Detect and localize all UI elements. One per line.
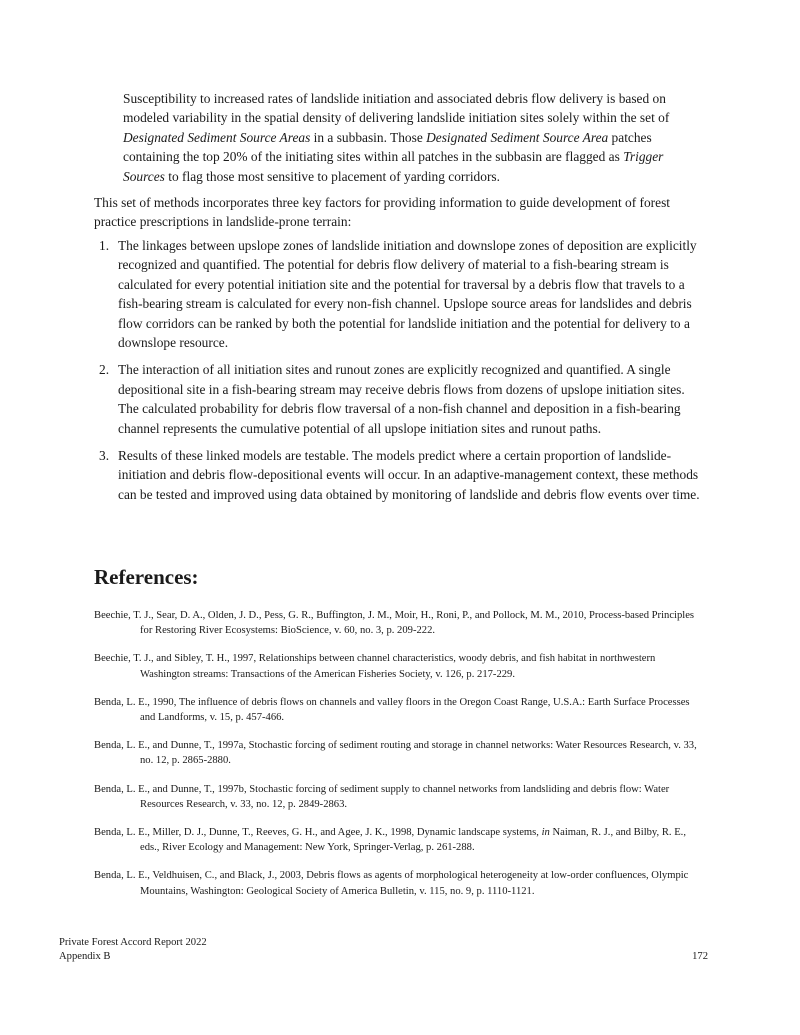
reference-entry: Benda, L. E., and Dunne, T., 1997b, Stochastic forcing of sediment supply to channel networks from landsliding and debris flow: Water Resources Research, v. 33, no. 12, p. 2849-2863. bbox=[94, 783, 670, 810]
paragraph-text: patches containing the top 20% of the initiating sites within all patches in the subbasin are flagged as bbox=[123, 129, 652, 165]
susceptibility-paragraph bbox=[123, 89, 688, 186]
italic-term: Designated Sediment Source Area bbox=[426, 129, 609, 145]
page-number: 172 bbox=[692, 950, 708, 962]
italic-term: Designated Sediment Source Areas bbox=[123, 129, 311, 145]
intro-paragraph: This set of methods incorporates three key factors for providing information to guide development of forest practice prescriptions in landslide-prone terrain: bbox=[94, 195, 671, 230]
list-item-text: The linkages between upslope zones of landslide initiation and downslope zones of deposition are explicitly recognized and quantified. The potential for debris flow delivery of material to a fish-bearing stream is calculated for every potential initiation site and the potential for traversal by a debris flow that travels to a fish-bearing stream is calculated for every non-fish channel. Upslope source areas for landslides and debris flow corridors can be ranked by both the potential for landslide initiation and the potential for delivery to a downslope resource. bbox=[118, 238, 697, 351]
references-heading: References: bbox=[94, 565, 199, 589]
key-factors-list bbox=[94, 236, 706, 512]
reference-entry: Benda, L. E., 1990, The influence of debris flows on channels and valley floors in the Oregon Coast Range, U.S.A.: Earth Surface Processes and Landforms, v. 15, p. 457-466. bbox=[94, 696, 690, 724]
list-item bbox=[94, 446, 706, 504]
footer-report-title: Private Forest Accord Report 2022 bbox=[59, 937, 207, 948]
reference-entry: Benda, L. E., Veldhuisen, C., and Black, J., 2003, Debris flows as agents of morphological heterogeneity at low-order confluences, Olympic Mountains, Washington: Geological Society of America Bulletin, v. 115, no. 9, p. 1110-1121. bbox=[94, 870, 689, 897]
footer-appendix: Appendix B bbox=[59, 950, 111, 962]
reference-list bbox=[94, 608, 704, 912]
page-footer bbox=[59, 936, 708, 963]
reference-text: Naiman, R. J., and Bilby, R. E., eds., River Ecology and Management: New York, Springer-Verlag, p. 261-288. bbox=[140, 827, 686, 854]
reference-entry bbox=[94, 825, 704, 855]
paragraph-text: in a subbasin. Those bbox=[310, 129, 427, 145]
reference-entry: Beechie, T. J., Sear, D. A., Olden, J. D., Pess, G. R., Buffington, J. M., Moir, H., Roni, P., and Pollock, M. M., 2010, Process-based Principles for Restoring River Ecosystems: BioScience, v. 60, no. 3, p. 209-222. bbox=[94, 610, 695, 637]
paragraph-text: Susceptibility to increased rates of landslide initiation and associated debris flow delivery is based on modeled variability in the spatial density of delivering landslide initiation sites solely within the set of bbox=[123, 91, 670, 126]
italic-term: Trigger Sources bbox=[123, 149, 664, 184]
paragraph-text: to flag those most sensitive to placement of yarding corridors. bbox=[164, 168, 500, 184]
list-number: 2. bbox=[99, 362, 110, 378]
list-item bbox=[94, 236, 706, 352]
list-number: 3. bbox=[99, 448, 110, 464]
list-item-text: Results of these linked models are testable. The models predict where a certain proportion of landslide-initiation and debris flow-depositional events will occur. In an adaptive-management context, these methods can be tested and improved using data obtained by monitoring of landslide and debris flow events over time. bbox=[118, 448, 700, 502]
reference-text: Benda, L. E., Miller, D. J., Dunne, T., Reeves, G. H., and Agee, J. K., 1998, Dynamic landscape systems, bbox=[94, 827, 542, 839]
reference-entry: Benda, L. E., and Dunne, T., 1997a, Stochastic forcing of sediment routing and storage in channel networks: Water Resources Research, v. 33, no. 12, p. 2865-2880. bbox=[94, 740, 697, 767]
italic-term: in bbox=[541, 827, 550, 839]
list-number: 1. bbox=[99, 238, 110, 253]
list-item bbox=[94, 360, 706, 438]
reference-entry: Beechie, T. J., and Sibley, T. H., 1997, Relationships between channel characteristics, woody debris, and fish habitat in northwestern Washington streams: Transactions of the American Fisheries Society, v. 126, p. 217-229. bbox=[94, 653, 656, 680]
list-item-text: The interaction of all initiation sites and runout zones are explicitly recognized and quantified. A single depositional site in a fish-bearing stream may receive debris flows from dozens of upslope initiation sites. The calculated probability for debris flow traversal of a non-fish channel and deposition in a fish-bearing channel represents the cumulative potential of all upslope initiation sites and runout paths. bbox=[118, 362, 685, 436]
